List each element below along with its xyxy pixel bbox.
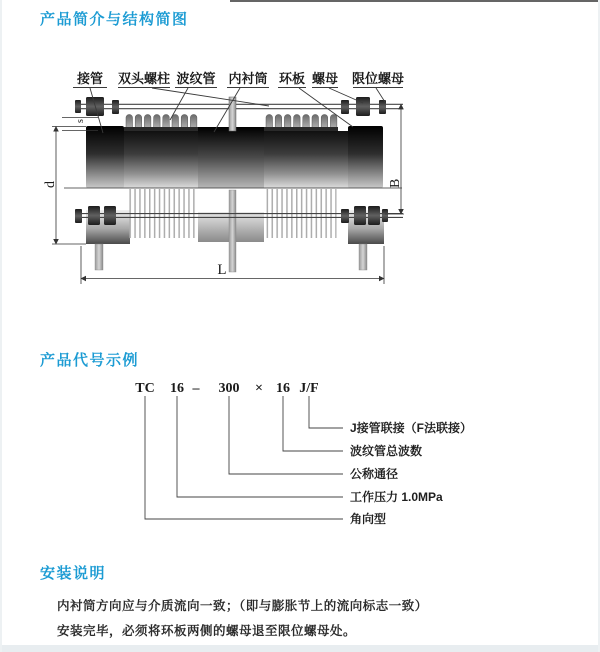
section-title-install: 安装说明 bbox=[40, 565, 107, 582]
code-token-type: TC bbox=[135, 381, 155, 396]
bellows-left bbox=[124, 115, 198, 134]
part-label-huanban: 环板 bbox=[278, 71, 306, 86]
annotation-waves: 波纹管总波数 bbox=[350, 444, 423, 458]
center-collar bbox=[198, 127, 264, 188]
part-label-xianwei: 限位螺母 bbox=[351, 71, 405, 86]
install-instruction-1: 内衬筒方向应与介质流向一致；（即与膨胀节上的流向标志一致） bbox=[57, 599, 428, 613]
tie-rod-top bbox=[77, 104, 403, 108]
part-label-neichentong: 内衬筒 bbox=[228, 71, 268, 86]
dim-label-B: B bbox=[388, 178, 403, 188]
left-pipe-end bbox=[86, 126, 124, 188]
code-token-times: × bbox=[255, 381, 263, 396]
part-label-jieguan: 接管 bbox=[76, 71, 104, 86]
section-title-intro: 产品简介与结构简图 bbox=[40, 11, 189, 28]
bottom-half bbox=[75, 189, 403, 272]
code-token-connect: J/F bbox=[299, 381, 319, 396]
dim-label-d: d bbox=[43, 181, 58, 188]
dim-label-L: L bbox=[217, 262, 227, 278]
part-labels bbox=[73, 71, 404, 133]
code-token-diameter: 300 bbox=[218, 381, 240, 396]
code-token-dash: – bbox=[192, 381, 200, 396]
part-label-luomu: 螺母 bbox=[311, 71, 339, 86]
annotation-diameter: 公称通径 bbox=[350, 467, 399, 481]
section-title-code: 产品代号示例 bbox=[40, 352, 140, 369]
part-label-shuangtou: 双头螺柱 bbox=[117, 71, 171, 86]
code-token-pressure: 16 bbox=[170, 381, 184, 396]
product-code-diagram bbox=[2, 370, 600, 540]
part-label-bowenguan: 波纹管 bbox=[176, 71, 216, 86]
code-token-waves: 16 bbox=[276, 381, 290, 396]
structure-diagram bbox=[2, 60, 600, 318]
install-instruction-2: 安装完毕，必须将环板两侧的螺母退至限位螺母处。 bbox=[57, 624, 357, 638]
page-bottom-margin bbox=[2, 645, 598, 652]
center-stud-bottom bbox=[229, 190, 236, 272]
expansion-joint-drawing bbox=[2, 60, 600, 318]
dimension-B bbox=[385, 104, 404, 214]
right-pipe-end bbox=[348, 126, 383, 188]
annotation-pressure: 工作压力 1.0MPa bbox=[350, 490, 443, 504]
annotation-connection: J接管联接（F法联接） bbox=[350, 421, 473, 435]
hanging-stud-left bbox=[95, 244, 103, 270]
scan-artifact-line bbox=[230, 0, 600, 2]
annotation-type: 角向型 bbox=[350, 512, 387, 526]
dim-label-s: s bbox=[75, 119, 86, 123]
bellows-right bbox=[264, 115, 338, 134]
center-stud-top bbox=[229, 97, 236, 131]
hanging-stud-right bbox=[359, 244, 367, 270]
dimension-d bbox=[43, 127, 86, 245]
